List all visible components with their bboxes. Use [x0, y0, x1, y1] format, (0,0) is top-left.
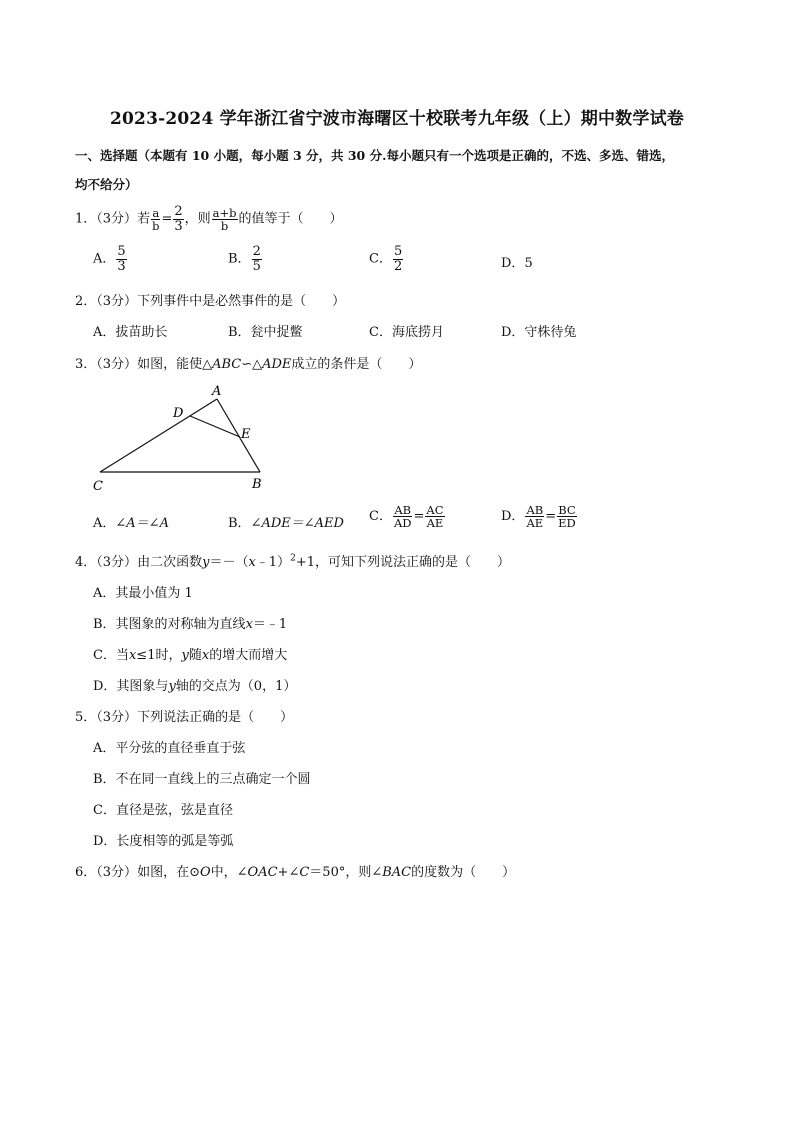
stem-text: 由二次函数 [137, 555, 203, 570]
triangle-abc: ABC [212, 357, 242, 372]
numerator: AC [426, 503, 444, 517]
question-score: （3分） [96, 555, 138, 570]
q3-option-b[interactable] [228, 512, 344, 531]
option-text: ≤1时， [136, 648, 182, 663]
numerator: AB [394, 503, 412, 517]
section-header-line2: 均不给分） [75, 177, 138, 192]
q5-option-d[interactable]: D．长度相等的弧是等弧 [93, 834, 234, 849]
q5-option-c[interactable]: C．直径是弦，弦是直径 [93, 803, 233, 818]
option-fraction [252, 245, 262, 273]
angle-bac: BAC [382, 865, 412, 880]
side-ca [100, 399, 217, 472]
similar-symbol: ∽△ [241, 357, 263, 372]
option-text: ∠A＝∠A [115, 516, 169, 531]
question-6 [75, 861, 515, 880]
var-y: y [181, 648, 189, 663]
stem-text: 成立的条件是（ ） [291, 357, 422, 372]
denominator: b [152, 218, 160, 233]
question-number: 6． [75, 865, 97, 880]
q4-option-a[interactable]: A．其最小值为 1 [93, 586, 193, 601]
option-text: B．其图象的对称轴为直线 [93, 617, 246, 632]
numerator: 2 [252, 244, 261, 259]
equals: = [161, 211, 173, 227]
var-x: x [248, 555, 256, 570]
circle-o: O [199, 865, 211, 880]
option-fraction [425, 504, 444, 529]
stem-text: 下列说法正确的是（ ） [137, 710, 294, 725]
question-number: 1． [75, 211, 97, 227]
denominator: b [220, 218, 229, 233]
q2-option-b[interactable]: B．瓮中捉鳖 [228, 325, 303, 340]
option-letter: B． [228, 516, 251, 531]
numerator: BC [558, 503, 576, 517]
triangle-figure [85, 380, 285, 495]
var-y: y [168, 679, 176, 694]
q4-option-b[interactable] [93, 613, 287, 632]
numerator: a [152, 205, 160, 220]
side-ab [217, 399, 260, 472]
option-text: 随 [188, 648, 202, 663]
option-text: ＝﹣1 [252, 617, 288, 632]
option-letter: C． [369, 509, 392, 525]
stem-text: 如图，能使△ [137, 357, 213, 372]
option-fraction [116, 245, 126, 273]
q1-option-c[interactable] [369, 245, 404, 273]
stem-text: ﹣1） [255, 555, 291, 570]
question-score: （3分） [96, 294, 138, 309]
q5-option-b[interactable]: B．不在同一直线上的三点确定一个圆 [93, 772, 311, 787]
label-d: D [173, 406, 184, 421]
q1-option-a[interactable] [93, 245, 128, 273]
fraction-2-3 [173, 205, 183, 233]
triangle-ade: ADE [262, 357, 292, 372]
question-2 [75, 290, 345, 309]
q2-option-c[interactable]: C．海底捞月 [369, 325, 444, 340]
label-e: E [241, 427, 251, 442]
option-text: 的增大而增大 [209, 648, 288, 663]
q2-option-d[interactable]: D．守株待兔 [501, 325, 577, 340]
numerator: AB [526, 503, 544, 517]
var-x: x [245, 617, 253, 632]
var-y: y [202, 555, 210, 570]
stem-text: 如图，在⊙ [137, 865, 200, 880]
stem-text: ，则 [184, 211, 211, 227]
question-5 [75, 706, 293, 725]
section-header-line1: 一、选择题（本题有 10 小题，每小题 3 分，共 30 分.每小题只有一个选项是正确的，不选、多选、错选， [75, 148, 674, 163]
q5-option-a[interactable]: A．平分弦的直径垂直于弦 [93, 741, 246, 756]
exponent: 2 [290, 553, 296, 564]
denominator: ED [558, 516, 576, 531]
question-number: 4． [75, 555, 97, 570]
stem-text: +1，可知下列说法正确的是（ ） [295, 555, 510, 570]
option-letter: A． [93, 251, 116, 267]
denominator: AD [393, 516, 412, 531]
question-score: （3分） [96, 357, 138, 372]
stem-text: 的值等于（ ） [238, 211, 343, 227]
label-c: C [93, 479, 103, 494]
option-text: D．其图象与 [93, 679, 169, 694]
numerator: a+b [212, 205, 237, 220]
numerator: 2 [174, 204, 183, 219]
angle-oac: OAC [247, 865, 278, 880]
label-a: A [212, 384, 222, 399]
angle-c: C [299, 865, 310, 880]
q2-option-a[interactable]: A．拔苗助长 [93, 325, 168, 340]
stem-text: 的度数为（ ） [411, 865, 516, 880]
q3-option-c[interactable]: C． $\frac{AB}{AD}$ = $\frac{AC}{AE}$ [369, 503, 444, 531]
stem-text: +∠ [277, 865, 300, 880]
denominator: 2 [393, 258, 403, 274]
option-letter: C． [369, 251, 392, 267]
denominator: AE [426, 516, 444, 531]
option-text: C．当 [93, 648, 129, 663]
stem-text: 若 [137, 211, 151, 227]
question-number: 2． [75, 294, 97, 309]
question-1 [75, 205, 343, 233]
denominator: AE [526, 516, 544, 531]
var-x: x [128, 648, 137, 663]
question-score: （3分） [96, 865, 138, 880]
option-text: 5 [524, 256, 533, 271]
denominator: 3 [174, 218, 183, 234]
page-title: 2023-2024 学年浙江省宁波市海曙区十校联考九年级（上）期中数学试卷 [109, 109, 684, 129]
numerator: 5 [117, 244, 126, 259]
option-fraction [393, 245, 403, 273]
option-letter: B． [228, 251, 251, 267]
question-3 [75, 353, 421, 372]
q3-option-d[interactable]: D． $\frac{AB}{AE}$ = $\frac{BC}{ED}$ [501, 503, 576, 531]
stem-text: ＝50°，则∠ [309, 865, 383, 880]
question-score: （3分） [96, 211, 138, 227]
question-score: （3分） [96, 710, 138, 725]
option-letter: D． [501, 509, 525, 525]
option-text: ∠ADE＝∠AED [250, 516, 344, 531]
option-fraction [525, 504, 544, 529]
option-letter: D． [501, 256, 525, 271]
label-b: B [252, 477, 262, 492]
q4-option-d[interactable] [93, 675, 296, 694]
denominator: 3 [117, 258, 126, 274]
option-text: 轴的交点为（0，1） [175, 679, 297, 694]
q4-option-c[interactable] [93, 644, 287, 663]
q3-option-a[interactable] [93, 512, 169, 531]
fraction-apb-b [212, 207, 238, 232]
option-fraction [557, 504, 577, 529]
denominator: 5 [252, 258, 261, 274]
stem-text: 中，∠ [210, 865, 248, 880]
stem-text: ＝－（ [209, 555, 249, 570]
fraction-a-b [151, 207, 160, 232]
question-number: 5． [75, 710, 97, 725]
segment-de [190, 416, 240, 437]
option-fraction [393, 504, 413, 529]
q1-option-d[interactable] [501, 252, 533, 271]
q1-option-b[interactable] [228, 245, 263, 273]
stem-text: 下列事件中是必然事件的是（ ） [137, 294, 346, 309]
option-letter: A． [93, 516, 116, 531]
question-number: 3． [75, 357, 97, 372]
var-x: x [201, 648, 210, 663]
numerator: 5 [393, 244, 403, 259]
question-4 [75, 551, 510, 570]
